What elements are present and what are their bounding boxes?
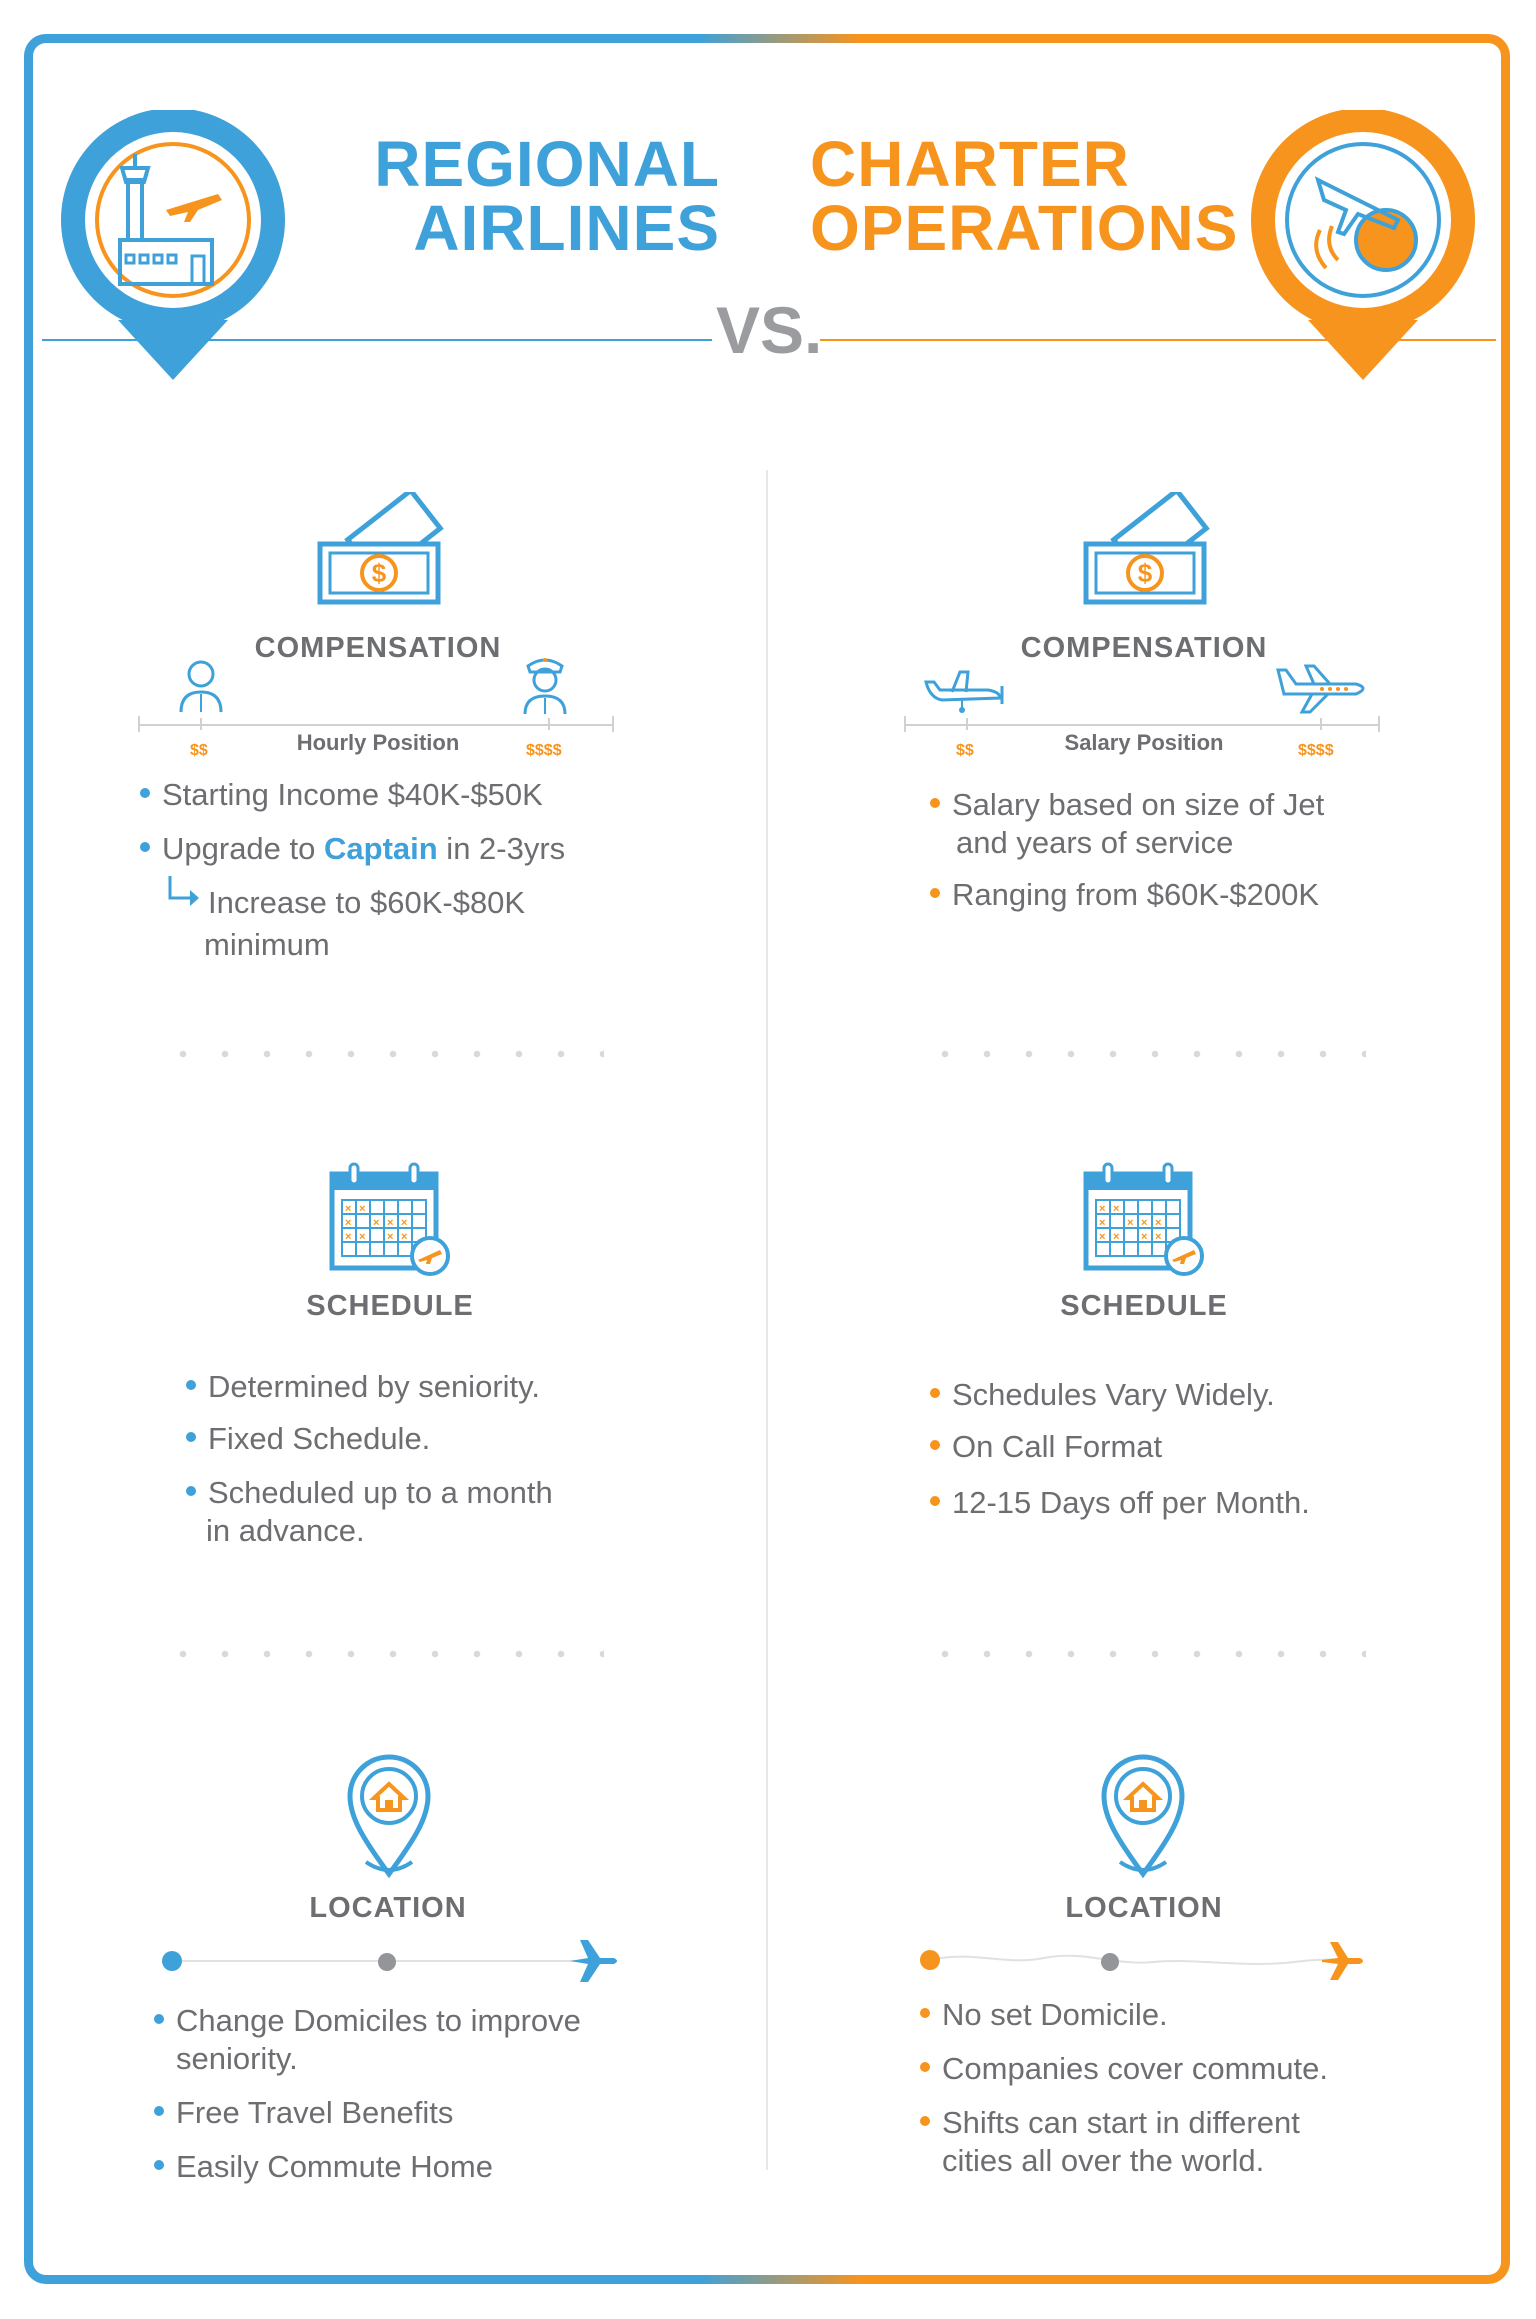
vs-label: VS. [716,293,823,367]
money-bills-icon-right [1082,492,1212,612]
svg-text:×: × [345,1203,352,1215]
right-scale-high: $$$$ [1298,742,1334,759]
right-loc-bullet-3-cont: cities all over the world. [942,2143,1265,2178]
right-title-line1: CHARTER [810,128,1130,200]
left-loc-bullet-1-cont: seniority. [176,2041,298,2076]
right-pay-scale [904,724,1380,726]
route-start-dot [162,1951,182,1971]
left-loc-bullet-1: Change Domiciles to improve [154,2002,581,2040]
jet-icon [1276,660,1372,716]
svg-text:×: × [359,1231,366,1243]
right-schedule-title: SCHEDULE [1060,1290,1228,1322]
svg-text:×: × [1113,1203,1120,1215]
left-sched-bullet-1: Determined by seniority. [186,1368,540,1406]
svg-text:×: × [1113,1231,1120,1243]
svg-text:×: × [373,1217,380,1229]
svg-text:×: × [1099,1231,1106,1243]
svg-text:×: × [1127,1217,1134,1229]
svg-text:×: × [1099,1217,1106,1229]
left-route-line [172,1960,582,1962]
sub-arrow-icon [166,874,200,910]
left-comp-bullet-2: Upgrade to Captain in 2-3yrs [140,830,565,868]
right-comp-bullet-2: Ranging from $60K-$200K [930,876,1319,914]
svg-text:×: × [1155,1217,1162,1229]
svg-text:×: × [345,1217,352,1229]
column-divider [766,470,768,2170]
svg-text:$: $ [1137,558,1153,588]
left-pay-scale [138,724,614,726]
right-loc-bullet-2: Companies cover commute. [920,2050,1328,2088]
svg-text:$: $ [371,558,387,588]
svg-text:×: × [401,1217,408,1229]
header-rule-right [820,339,1496,341]
frame-top-gradient [700,34,860,43]
left-sched-bullet-3: Scheduled up to a month [186,1474,553,1512]
header-rule-left [42,339,712,341]
right-comp-bullet-1-cont: and years of service [956,825,1234,860]
route-mid-dot-right [1101,1953,1119,1971]
home-location-pin-icon [344,1750,434,1880]
route-start-dot-right [920,1950,940,1970]
left-scale-label: Hourly Position [296,730,460,755]
left-divider-2 [162,1650,604,1658]
svg-text:×: × [1099,1203,1106,1215]
calendar-plane-icon [326,1160,456,1280]
left-comp-bullet-1: Starting Income $40K-$50K [140,776,543,814]
right-loc-bullet-1: No set Domicile. [920,1996,1168,2034]
left-scale-low: $$ [190,742,208,759]
right-loc-bullet-3: Shifts can start in different [920,2104,1300,2142]
right-title-line2: OPERATIONS [810,192,1239,264]
svg-text:×: × [387,1231,394,1243]
left-compensation-title: COMPENSATION [254,632,502,664]
left-comp-sub-line1: Increase to $60K-$80K [208,885,526,920]
left-divider-1 [162,1050,604,1058]
right-sched-bullet-2: On Call Format [930,1428,1162,1466]
left-location-title: LOCATION [309,1892,467,1924]
svg-text:×: × [359,1203,366,1215]
right-location-title: LOCATION [1065,1892,1223,1924]
left-schedule-title: SCHEDULE [306,1290,474,1322]
left-comp-sub-line2: minimum [204,927,330,962]
right-scale-label: Salary Position [1064,730,1224,755]
plane-icon [568,1938,620,1984]
route-mid-dot [378,1953,396,1971]
calendar-plane-icon-right [1080,1160,1210,1280]
left-title-line2: AIRLINES [413,192,720,264]
right-sched-bullet-1: Schedules Vary Widely. [930,1376,1275,1414]
globe-plane-icon [1248,110,1478,390]
right-route-line [914,1936,1374,1988]
svg-text:×: × [1141,1217,1148,1229]
left-sched-bullet-2: Fixed Schedule. [186,1420,430,1458]
plane-icon-right [1322,1942,1363,1980]
right-compensation-title: COMPENSATION [1020,632,1268,664]
right-divider-2 [924,1650,1366,1658]
right-scale-low: $$ [956,742,974,759]
right-comp-bullet-1: Salary based on size of Jet [930,786,1324,824]
captain-icon [520,652,570,716]
svg-text:×: × [345,1231,352,1243]
svg-text:×: × [1155,1231,1162,1243]
right-divider-1 [924,1050,1366,1058]
money-bills-icon [316,492,446,612]
svg-text:×: × [401,1231,408,1243]
pilot-icon [176,656,226,716]
left-scale-high: $$$$ [526,742,562,759]
frame-bottom-gradient [700,2275,860,2284]
airport-tower-icon [58,110,288,390]
left-loc-bullet-3: Easily Commute Home [154,2148,493,2186]
right-sched-bullet-3: 12-15 Days off per Month. [930,1484,1310,1522]
svg-text:×: × [387,1217,394,1229]
left-loc-bullet-2: Free Travel Benefits [154,2094,453,2132]
small-plane-icon [922,664,1006,714]
left-sched-bullet-3-cont: in advance. [206,1513,365,1548]
left-title-line1: REGIONAL [374,128,720,200]
svg-text:×: × [1141,1231,1148,1243]
home-location-pin-icon-right [1098,1750,1188,1880]
